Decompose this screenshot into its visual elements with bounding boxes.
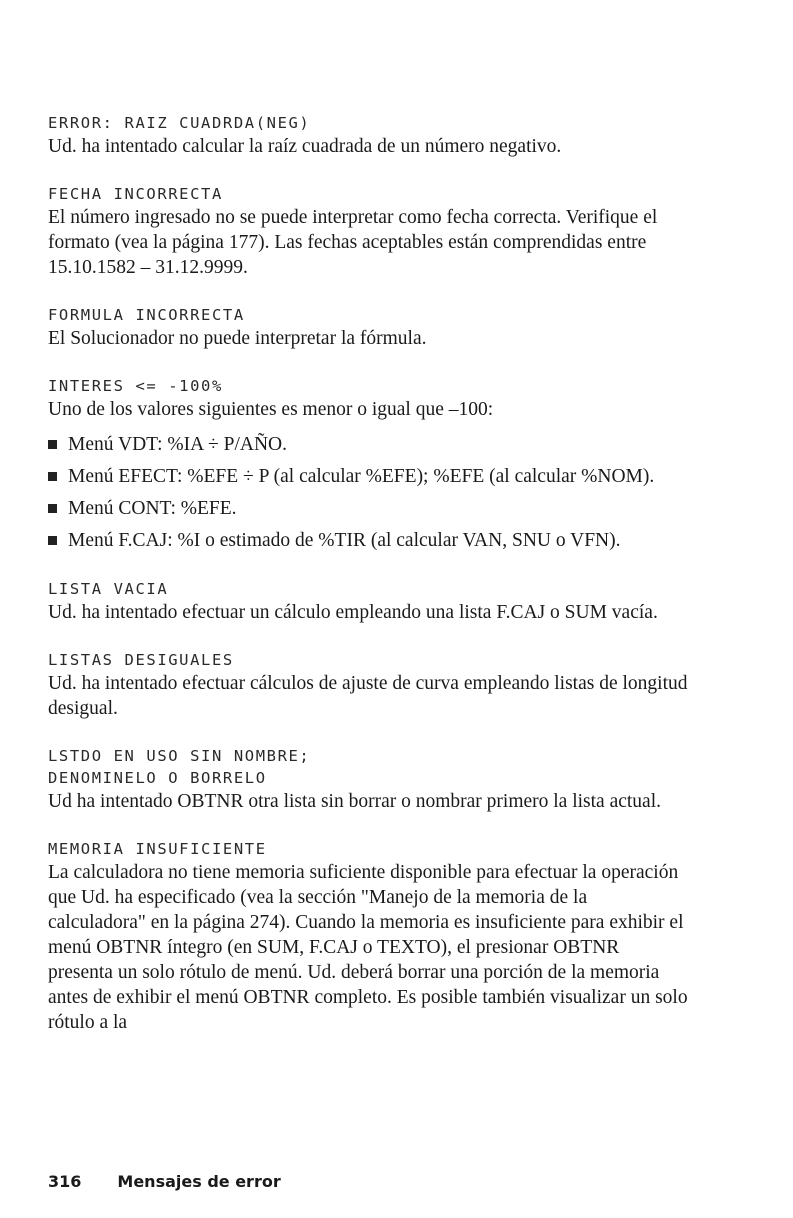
error-code: LISTA VACIA xyxy=(48,580,169,598)
error-description: Ud ha intentado OBTNR otra lista sin borrar o nombrar primero la lista actual. xyxy=(48,791,662,812)
square-bullet-icon xyxy=(48,536,57,545)
error-description: La calculadora no tiene memoria suficiente disponible para efectuar la operación que Ud. ha especificado (vea la sección "Manejo de la memoria de la calculadora" en la página 274). Cuando la memoria es insuficiente para exhibir el menú OBTNR íntegro (en SUM, F.CAJ o TEXTO), el presionar OBTNR presenta un solo rótulo de menú. Ud. deberá borrar una porción de la memoria antes de exhibir el menú OBTNR completo. Es posible también visualizar un solo rótulo a la xyxy=(48,862,688,1033)
square-bullet-icon xyxy=(48,440,57,449)
error-entry-raiz xyxy=(48,112,688,159)
error-entry-lista-vacia xyxy=(48,578,688,625)
error-description: Ud. ha intentado calcular la raíz cuadrada de un número negativo. xyxy=(48,136,562,157)
error-description: Ud. ha intentado efectuar cálculos de ajuste de curva empleando listas de longitud desigual. xyxy=(48,673,688,719)
error-code: FECHA INCORRECTA xyxy=(48,185,223,203)
list-item: Menú CONT: %EFE. xyxy=(48,496,688,521)
page-footer xyxy=(48,1172,281,1191)
error-description: Ud. ha intentado efectuar un cálculo empleando una lista F.CAJ o SUM vacía. xyxy=(48,602,658,623)
error-entry-fecha xyxy=(48,183,688,280)
error-code: MEMORIA INSUFICIENTE xyxy=(48,840,267,858)
list-item: Menú F.CAJ: %I o estimado de %TIR (al calcular VAN, SNU o VFN). xyxy=(48,528,688,553)
list-item: Menú EFECT: %EFE ÷ P (al calcular %EFE); %EFE (al calcular %NOM). xyxy=(48,464,688,489)
page-body xyxy=(48,112,688,1035)
error-code: LSTDO EN USO SIN NOMBRE; DENOMINELO O BORRELO xyxy=(48,747,311,787)
list-item: Menú VDT: %IA ÷ P/AÑO. xyxy=(48,432,688,457)
error-description: El Solucionador no puede interpretar la fórmula. xyxy=(48,328,427,349)
error-code: FORMULA INCORRECTA xyxy=(48,306,245,324)
error-entry-lstdo-en-uso xyxy=(48,745,688,814)
error-entry-listas-desiguales xyxy=(48,649,688,721)
error-code: INTERES <= -100% xyxy=(48,377,223,395)
page-number: 316 xyxy=(48,1172,82,1191)
error-entry-formula xyxy=(48,304,688,351)
error-description: Uno de los valores siguientes es menor o igual que –100: xyxy=(48,399,494,420)
square-bullet-icon xyxy=(48,504,57,513)
error-entry-interes xyxy=(48,375,688,553)
error-code: ERROR: RAIZ CUADRDA(NEG) xyxy=(48,114,311,132)
error-entry-memoria xyxy=(48,838,688,1035)
bullet-list xyxy=(48,432,688,553)
square-bullet-icon xyxy=(48,472,57,481)
error-code: LISTAS DESIGUALES xyxy=(48,651,234,669)
error-description: El número ingresado no se puede interpretar como fecha correcta. Verifique el formato (vea la página 177). Las fechas aceptables están comprendidas entre 15.10.1582 – 31.12.9999. xyxy=(48,207,658,278)
section-title: Mensajes de error xyxy=(117,1172,281,1191)
